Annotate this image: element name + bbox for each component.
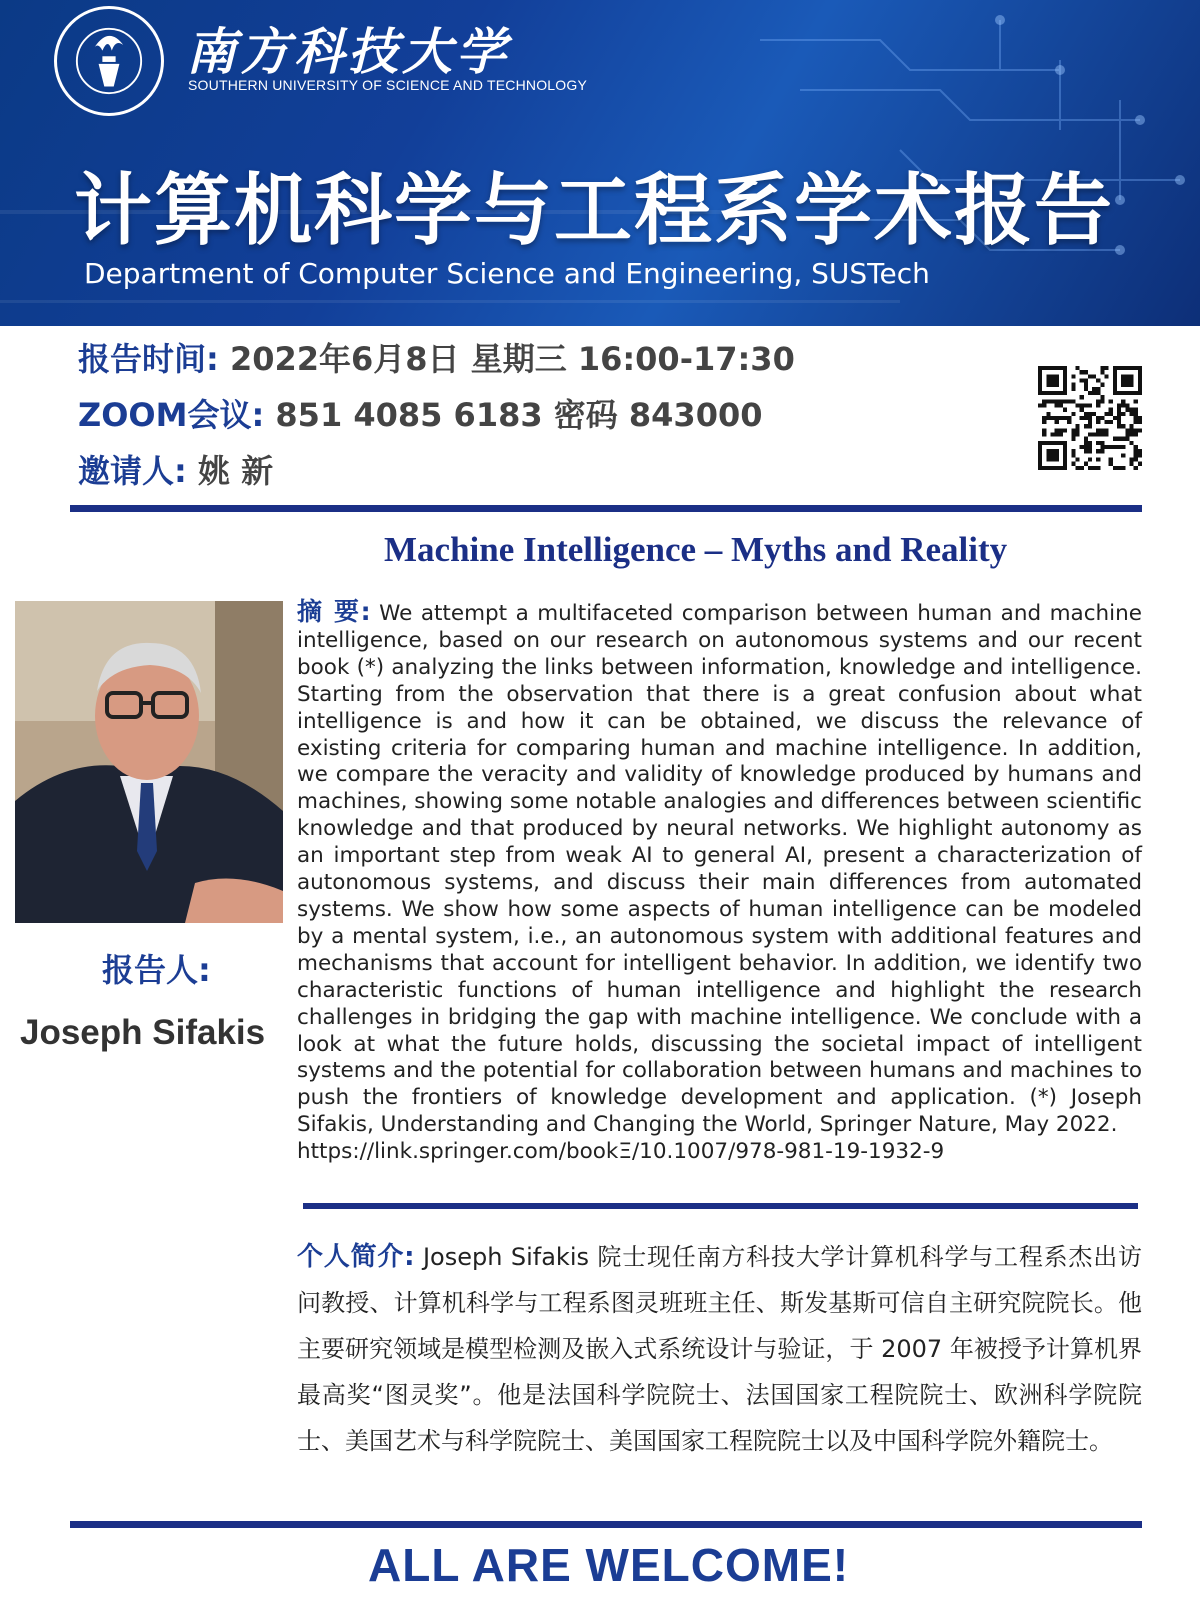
host-label: 邀请人:: [78, 452, 187, 490]
zoom-value: 851 4085 6183 密码 843000: [264, 396, 763, 434]
host-value: 姚 新: [186, 452, 274, 490]
header-banner: [0, 0, 1200, 326]
university-name-en: SOUTHERN UNIVERSITY OF SCIENCE AND TECHNOLOGY: [188, 77, 587, 93]
report-time: [78, 334, 795, 380]
report-time-value: 2022年6月8日 星期三 16:00-17:30: [218, 340, 795, 378]
divider-bottom: [70, 1521, 1142, 1528]
report-time-label: 报告时间:: [78, 340, 219, 378]
qr-code-icon[interactable]: [1038, 366, 1142, 470]
speaker-name: Joseph Sifakis: [20, 1013, 266, 1052]
zoom-label: ZOOM会议:: [78, 396, 265, 434]
torch-logo-icon: [57, 9, 161, 113]
department-subtitle: Department of Computer Science and Engineering, SUSTech: [84, 257, 930, 290]
host: [78, 446, 273, 492]
university-seal: [54, 6, 164, 116]
speaker-label: 报告人:: [102, 951, 211, 989]
divider-middle: [303, 1203, 1138, 1209]
zoom-meeting: [78, 390, 763, 436]
book-link[interactable]: https://link.springer.com/bookΞ/10.1007/978-981-19-1932-9: [297, 1139, 945, 1165]
speaker-photo: [15, 601, 283, 923]
abstract: [297, 599, 1142, 1166]
bio-text: Joseph Sifakis 院士现任南方科技大学计算机科学与工程系杰出访问教授、计算机科学与工程系图灵班班主任、斯发基斯可信自主研究院院长。他主要研究领域是模型检测及嵌入式系统设计与验证，于 2007 年被授予计算机界最高奖“图灵奖”。他是法国科学院院士、法国国家工程院院士、欧洲科学院院士、美国艺术与科学院院士、美国国家工程院院士以及中国科学院外籍院士。: [297, 1243, 1142, 1455]
welcome-banner: ALL ARE WELCOME!: [368, 1539, 850, 1591]
university-name-cn: 南方科技大学: [186, 22, 510, 81]
speaker-bio: [297, 1234, 1142, 1464]
abstract-label: 摘 要:: [297, 597, 371, 626]
bio-label: 个人简介:: [297, 1242, 415, 1272]
page-title: 计算机科学与工程系学术报告: [74, 166, 1115, 256]
talk-title: Machine Intelligence – Myths and Reality: [384, 530, 1008, 569]
abstract-text: We attempt a multifaceted comparison between human and machine intelligence, based on our research on autonomous systems and our recent book (*) analyzing the links between information, knowledge and intelligence. Starting from the observation that there is a great confusion about what intelligence is and how it can be obtained, we discuss the relevance of existing criteria for comparing human and machine intelligence. In addition, we compare the veracity and validity of knowledge produced by humans and machines, showing some notable analogies and differences between scientific knowledge and that produced by neural networks. We highlight autonomy as an important step from weak AI to general AI, present a characterization of autonomous systems, and discuss their main differences from automated systems. We show how some aspects of human intelligence can be modeled by a mental system, i.e., an autonomous system with additional features and mechanisms that account for intelligent behavior. In addition, we identify two characteristic functions of human intelligence and highlight the research challenges in bridging the gap with machine intelligence. We conclude with a look at what the future holds, discussing the societal impact of intelligent systems and the potential for collaboration between humans and machines to push the frontiers of knowledge development and application. (*) Joseph Sifakis, Understanding and Changing the World, Springer Nature, May 2022.: [297, 601, 1143, 1138]
divider-top: [70, 505, 1142, 512]
